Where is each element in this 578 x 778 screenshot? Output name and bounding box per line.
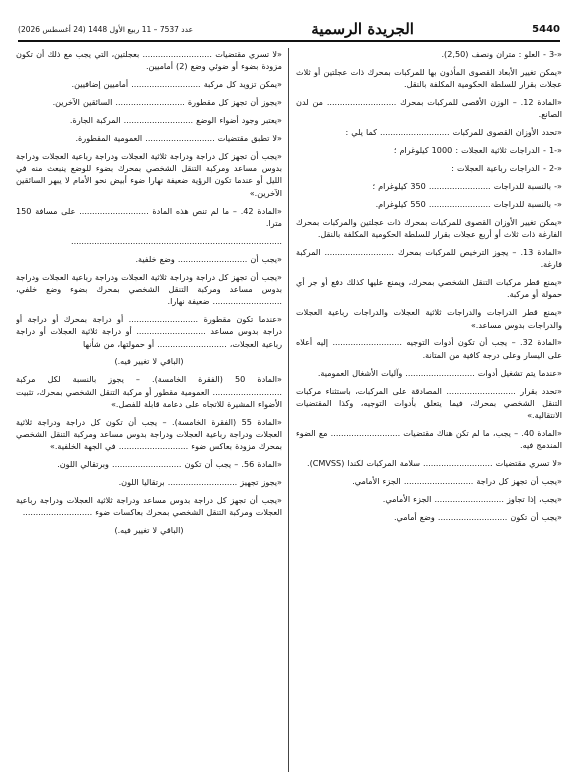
paragraph: «يمكن تزويد كل مركبة ........................... أماميين إضافيين. (71, 79, 282, 90)
unchanged-note: (الباقي لا تغيير فيه.) (114, 356, 184, 367)
paragraph: «المادة 42. – ما لم تنص هذه المادة ........................... على مسافة 150 مترا. (16, 205, 282, 228)
paragraph: «لا تسري مقتضيات ........................... بعجلتين، التي يجب مع ذلك أن تكون مزودة بضوء أو ضوئي وضع (2) أماميين. (16, 49, 282, 72)
paragraph: «المادة 40. – يجب، ما لم تكن هناك مقتضيات ........................... مع الضوء المندمج فيه. (296, 428, 562, 451)
paragraph: «يجب، إذا تجاوز ........................... الجزء الأمامي. (382, 494, 562, 504)
paragraph: «المادة 50 (الفقرة الخامسة). – يجوز بالنسبة لكل مركبة ........................... العمومية مقطور أو مركبة التنقل الشخصي بمحرك، تثبيت الأضواء المشيرة للاتجاه على دعامة قابلة للفصل.» (16, 374, 282, 409)
paragraph: «يمنع قطر الدراجات والدراجات ثلاثية العجلات والدراجات رباعية العجلات والدراجات بدوس مساعد.» (296, 307, 562, 330)
paragraph: «لا تسري مقتضيات ........................... سلامة المركبات لكندا (CMVSS). (307, 458, 562, 469)
unchanged-note: (الباقي لا تغيير فيه.) (114, 525, 184, 536)
paragraph: «يمكن تغيير الأوزان القصوى للمركبات بمحرك ذات عجلتين والمركبات بمحرك الفارغة ذات ثلاث أو أربع عجلات بقرار للسلطة الحكومية المكلفة بالنقل. (296, 216, 562, 240)
paragraph: «يجب أن تجهز كل دراجة ........................... الجزء الأمامي. (352, 476, 562, 487)
paragraph: «يمنع قطر مركبات التنقل الشخصي بمحرك، ويمنع عليها كذلك دفع أو جر أي حمولة أو مركبة. (296, 277, 562, 300)
paragraph: «لا تطبق مقتضيات ........................... العمومية المقطورة. (75, 132, 282, 143)
left-column (16, 48, 282, 772)
paragraph: «- بالنسبة للدراجات ........................ 350 كيلوغرام ؛ (372, 180, 562, 191)
paragraph: «يمكن تغيير الأبعاد القصوى المأذون بها للمركبات بمحرك ذات عجلتين أو ثلاث عجلات بقرار للسلطة الحكومية المكلفة بالنقل. (296, 66, 562, 90)
paragraph: «المادة 32. – يجب أن تكون أدوات التوجيه ........................... إليه أعلاه على اليسار وعلى درجة كافية من المتانة. (296, 337, 562, 360)
paragraph: «-2 - الدراجات رباعية العجلات : (451, 163, 562, 174)
issue-info: عدد 7537 – 11 ربيع الأول 1448 (24 أغسطس 2026) (18, 24, 194, 34)
paragraph: «المادة 12. – الوزن الأقصى للمركبات بمحرك ........................... من لدن الصانع. (296, 97, 562, 120)
paragraph: «-3 - العلو : متران ونصف (2,50). (441, 49, 562, 59)
gazette-title: الجريدة الرسمية (311, 20, 414, 38)
paragraph: «تحدد الأوزان القصوى للمركبات ........................... كما يلي : (345, 127, 562, 138)
ellipsis-line: .................................................................................. (71, 235, 282, 246)
paragraph: «عندما تكون مقطورة ........................... أو دراجة بمحرك أو دراجة أو دراجة بدوس مساعد ........................... أو دراجة ثلاثية العجلات أو دراجة رباعية العجلات، ........................... أو حمولتها، من شأنها (16, 313, 282, 349)
page-body (16, 48, 562, 772)
paragraph: «يعتبر وجود أضواء الوضع ........................... المركبة الجارة. (69, 114, 282, 125)
paragraph: «عندما يتم تشغيل أدوات ........................... وآليات الأشغال العمومية. (317, 367, 562, 378)
paragraph: «يجب أن تكون ........................... وضع أمامي. (393, 511, 562, 522)
paragraph: «يجوز تجهيز ........................... برتقاليا اللون. (118, 477, 282, 488)
paragraph: «المادة 13. – يجوز الترخيص للمركبات بمحرك ........................... المركبة فارغة. (296, 246, 562, 270)
paragraph: «يجب أن تجهز كل دراجة بدوس مساعد ودراجة ثلاثية العجلات ودراجة رباعية العجلات ومركبة التنقل الشخصي بمحرك بعاكسات ضوء ........................... (16, 495, 282, 518)
page-number: 5440 (532, 23, 560, 35)
paragraph: «يجب أن ........................... وضع خلفية. (135, 253, 282, 264)
paragraph: «تحدد بقرار ........................... المصادقة على المركبات، باستثناء مركبات التنقل الشخصي بمحرك، فيما يتعلق بأدوات التوجيه، وكذا المقتضيات الانتقالية.» (296, 385, 562, 421)
paragraph: «- بالنسبة للدراجات ........................ 550 كيلوغرام. (375, 198, 562, 209)
paragraph: «يجب أن تجهز كل دراجة ودراجة ثلاثية العجلات ودراجة رباعية العجلات ودراجة بدوس مساعد ومركبة التنقل الشخصي بمحرك بضوء للوضع ينبعث منه في الليل أو عندما تكون الرؤية ضعيفة نهارا ضوء أبيض نحو الأمام لا يبهر السائقين الآخرين.» (16, 150, 282, 198)
paragraph: «المادة 55 (الفقرة الخامسة). – يجب أن تكون كل دراجة ودراجة ثلاثية العجلات ودراجة رباعية العجلات ودراجة بدوس مساعد ومركبة التنقل الشخصي بمحرك مزودة بعاكس ضوء ........................... في الجهة الخلفية.» (16, 416, 282, 452)
right-column (296, 48, 562, 772)
paragraph: «يجب أن تجهز كل دراجة ودراجة ثلاثية العجلات ودراجة رباعية العجلات ودراجة بدوس مساعد ومركبة التنقل الشخصي بمحرك بضوء وضع خلفي، ........................... ضعيفة نهارا. (16, 271, 282, 307)
paragraph: «-1 - الدراجات ثلاثية العجلات : 1000 كيلوغرام ؛ (393, 145, 562, 156)
paragraph: «يجوز أن تجهز كل مقطورة ........................... السائقين الآخرين. (52, 97, 282, 108)
paragraph: «المادة 56. – يجب أن تكون ........................... وبرتقالي اللون. (57, 459, 282, 470)
page-header (18, 18, 560, 42)
